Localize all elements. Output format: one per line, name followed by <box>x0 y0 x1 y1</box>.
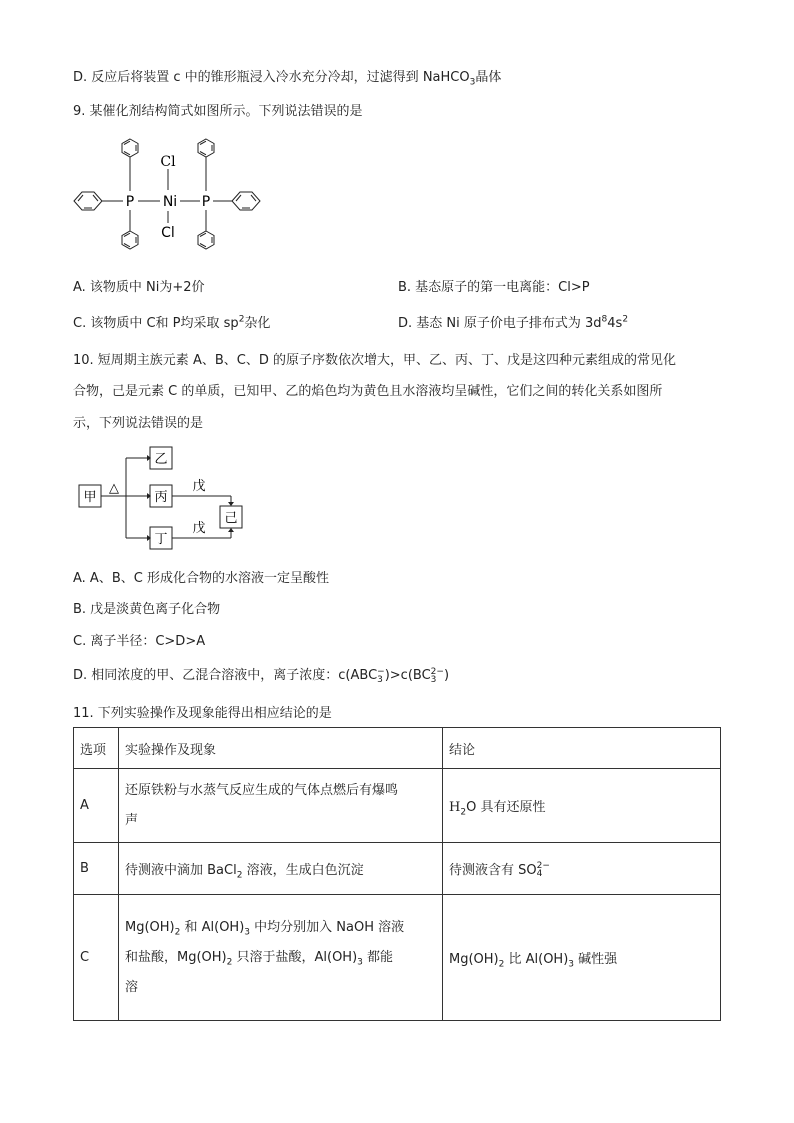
q10-option-a: A. A、B、C 形成化合物的水溶液一定呈酸性 <box>73 571 329 586</box>
q9-option-a: A. 该物质中 Ni为+2价 <box>73 280 205 295</box>
row-b-conclusion <box>443 843 721 895</box>
row-c-l2-c: 只溶于盐酸，Al(OH) <box>232 949 358 965</box>
q9-structure-diagram <box>70 133 280 263</box>
row-b-option: B <box>74 843 119 895</box>
row-a-conclusion-h: H <box>449 800 461 815</box>
row-c-l1-b: 2 <box>174 927 181 938</box>
q10-option-d-sup2: 2− <box>430 666 444 677</box>
diagram-ding: 丁 <box>154 532 168 547</box>
q10-option-d-text: D. 相同浓度的甲、乙混合溶液中，离子浓度：c(ABC <box>73 668 378 683</box>
q9-option-d <box>398 312 628 331</box>
structure-cl-bottom: Cl <box>161 225 175 241</box>
q9-option-d-mid: 4s <box>607 316 623 331</box>
row-c-option: C <box>74 895 119 1021</box>
q8-option-d-sub: 3 <box>469 77 476 88</box>
q9-stem: 9. 某催化剂结构简式如图所示。下列说法错误的是 <box>73 104 363 119</box>
row-c-conclusion <box>443 895 721 1021</box>
q9-option-c <box>73 312 270 331</box>
q9-option-d-sup1: 8 <box>601 314 608 325</box>
row-b-operation-text: 待测液中滴加 BaCl <box>125 863 237 878</box>
q8-option-d-text: D. 反应后将装置 c 中的锥形瓶浸入冷水充分冷却，过滤得到 NaHCO <box>73 70 470 85</box>
row-b-conclusion-text: 待测液含有 SO <box>449 862 537 878</box>
diagram-bing: 丙 <box>154 490 168 505</box>
structure-cl-top: Cl <box>160 154 176 170</box>
row-c-l1-c: 和 Al(OH) <box>180 919 245 935</box>
q10-stem-line2: 合物，己是元素 C 的单质，已知甲、乙的焰色均为黄色且水溶液均呈碱性，它们之间的转化关系如图所 <box>73 384 663 399</box>
table-row <box>74 843 721 895</box>
row-c-concl-a: Mg(OH) <box>449 952 499 967</box>
row-a-conclusion-sub: 2 <box>460 807 467 818</box>
table-header-row <box>74 728 721 769</box>
structure-p-left: P <box>125 194 135 210</box>
header-operation: 实验操作及现象 <box>119 728 443 769</box>
phenyl-ring-top-right <box>198 139 214 157</box>
q8-option-d <box>73 66 502 88</box>
row-a-option: A <box>74 769 119 843</box>
diagram-wu-bottom: 戊 <box>192 521 206 536</box>
diagram-jia: 甲 <box>83 490 97 505</box>
diagram-wu-top: 戊 <box>192 479 206 494</box>
phenyl-ring-right <box>232 192 260 210</box>
row-b-conclusion-sub: 4 <box>536 869 543 880</box>
table-row <box>74 895 721 1021</box>
row-a-operation-line1: 还原铁粉与水蒸气反应生成的气体点燃后有爆鸣 <box>125 782 399 798</box>
phenyl-ring-top-left <box>122 139 138 157</box>
row-c-l2-e: 都能 <box>362 949 394 965</box>
row-a-conclusion-text: O 具有还原性 <box>466 800 546 815</box>
phenyl-ring-bottom-right <box>198 231 214 249</box>
row-c-concl-d: 3 <box>568 959 575 970</box>
q10-option-d-sub1: 3 <box>377 674 383 685</box>
q9-option-d-sup2: 2 <box>622 314 629 325</box>
phenyl-ring-left <box>74 192 102 210</box>
diagram-delta: △ <box>109 481 119 496</box>
row-c-concl-c: 比 Al(OH) <box>504 952 569 967</box>
row-c-concl-b: 2 <box>498 959 505 970</box>
row-a-conclusion <box>443 769 721 843</box>
q9-option-c-sup: 2 <box>238 314 245 325</box>
q10-option-c: C. 离子半径：C>D>A <box>73 634 206 649</box>
row-c-l2-a: 和盐酸，Mg(OH) <box>125 949 227 965</box>
q10-option-d-mid: )>c(BC <box>384 668 431 683</box>
q11-table <box>73 727 721 1021</box>
structure-ni-center: Ni <box>162 194 178 210</box>
row-c-l1-d: 3 <box>244 927 251 938</box>
row-c-operation <box>119 895 443 1021</box>
q9-option-d-text: D. 基态 Ni 原子价电子排布式为 3d <box>398 316 602 331</box>
q10-stem-line1: 10. 短周期主族元素 A、B、C、D 的原子序数依次增大，甲、乙、丙、丁、戊是这四种元素组成的常见化 <box>73 353 676 368</box>
q10-option-d-sub2: 3 <box>430 674 437 685</box>
row-c-l3: 溶 <box>125 979 139 995</box>
row-c-l1-e: 中均分别加入 NaOH 溶液 <box>250 919 405 935</box>
q10-option-b: B. 戊是淡黄色离子化合物 <box>73 602 221 617</box>
row-b-conclusion-sup: 2− <box>536 861 550 872</box>
q11-stem: 11. 下列实验操作及现象能得出相应结论的是 <box>73 706 332 721</box>
row-a-operation-line2: 声 <box>125 812 139 828</box>
diagram-ji: 己 <box>224 511 238 526</box>
row-c-l2-d: 3 <box>357 957 363 968</box>
q10-option-d-suffix: ) <box>443 668 450 683</box>
q10-reaction-diagram <box>77 443 252 553</box>
q10-option-d-sup1: − <box>377 666 385 677</box>
q9-option-c-text: C. 该物质中 C和 P均采取 sp <box>73 316 239 331</box>
row-c-concl-e: 碱性强 <box>574 952 618 967</box>
q9-option-c-suffix: 杂化 <box>244 316 271 331</box>
q10-option-d <box>73 664 449 684</box>
table-row <box>74 769 721 843</box>
row-a-operation <box>119 769 443 843</box>
row-c-l2-b: 2 <box>226 957 233 968</box>
row-b-operation-sub: 2 <box>236 870 243 881</box>
q10-stem-line3: 示，下列说法错误的是 <box>73 416 204 431</box>
header-option: 选项 <box>74 728 119 769</box>
row-c-l1-a: Mg(OH) <box>125 919 175 935</box>
q8-option-d-suffix: 晶体 <box>475 70 502 85</box>
diagram-yi: 乙 <box>154 452 168 467</box>
row-b-operation-suffix: 溶液，生成白色沉淀 <box>242 863 364 878</box>
header-conclusion: 结论 <box>443 728 721 769</box>
row-b-operation <box>119 843 443 895</box>
q9-option-b: B. 基态原子的第一电离能：Cl>P <box>398 280 590 295</box>
phenyl-ring-bottom-left <box>122 231 138 249</box>
structure-p-right: P <box>201 194 211 210</box>
